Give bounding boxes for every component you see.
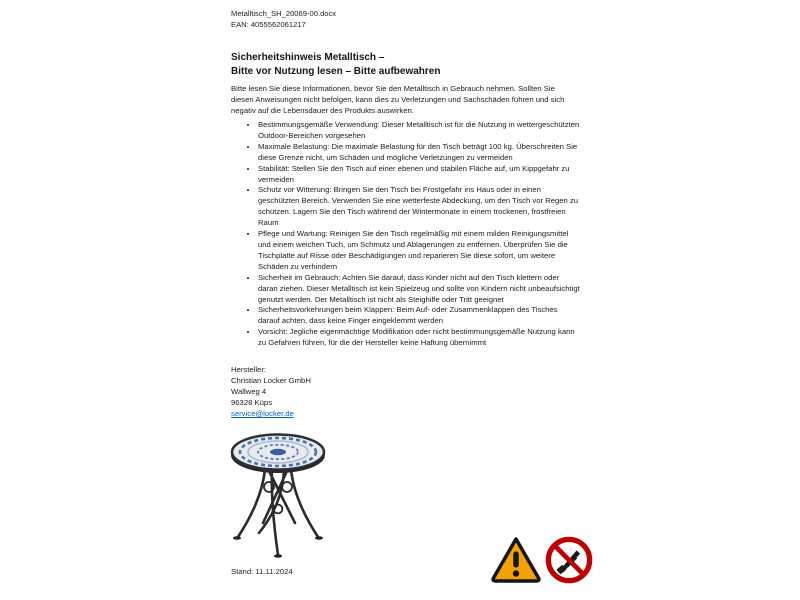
safety-bullet-list (244, 120, 580, 349)
mosaic-table-illustration (225, 427, 331, 567)
manufacturer-label: Hersteller: (231, 365, 267, 374)
prohibition-sign-icon (545, 536, 593, 584)
document-meta (231, 8, 336, 30)
exclamation-warning-icon (490, 535, 542, 585)
document-filename: Metalltisch_SH_20069-00.docx (231, 9, 337, 18)
revision-date: Stand: 11.11.2024 (231, 567, 293, 576)
list-item: • Vorsicht: Jegliche eigenmächtige Modifikation oder nicht bestimmungsgemäße Nutzung kann zu Gefahren führen, für die der Hersteller keine Haftung übernimmt (258, 327, 580, 349)
manufacturer-email-link[interactable]: service@locker.de (231, 409, 294, 418)
list-item: • Pflege und Wartung: Reinigen Sie den Tisch regelmäßig mit einem milden Reinigungsmittel und einem weichen Tuch, um Schmutz und Ablagerungen zu entfernen. Überprüfen Sie die Tischplatte auf Risse oder Beschädigungen und reparieren Sie diese sofort, um weitere Schäden zu verhindern (258, 229, 580, 273)
product-image-metal-table (225, 427, 331, 567)
no-sharp-objects-icon (545, 536, 593, 584)
warning-triangle-icon (490, 535, 542, 585)
manufacturer-city: 96328 Küps (231, 398, 273, 407)
list-item: • Schutz vor Witterung: Bringen Sie den Tisch bei Frostgefahr ins Haus oder in einen geschützten Bereich. Verwenden Sie eine wetterfeste Abdeckung, um den Tisch vor Regen zu schützen. Lagern Sie den Tisch während der Wintermonate in einem trockenen, frostfreien Raum (258, 185, 580, 229)
list-item: • Sicherheitsvorkehrungen beim Klappen: Beim Auf- oder Zusammenklappen des Tisches darauf achten, dass keine Finger eingeklemmt werden (258, 305, 580, 327)
list-item: • Stabilität: Stellen Sie den Tisch auf einer ebenen und stabilen Fläche auf, um Kippgefahr zu vermeiden (258, 164, 580, 186)
manufacturer-street: Wallweg 4 (231, 387, 267, 396)
list-item: • Maximale Belastung: Die maximale Belastung für den Tisch beträgt 100 kg. Überschreiten Sie diese Grenze nicht, um Schäden und mögliche Verletzungen zu vermeiden (258, 142, 580, 164)
document-ean: EAN: 4055562061217 (231, 20, 306, 29)
manufacturer-block (231, 364, 311, 419)
intro-paragraph: Bitte lesen Sie diese Informationen, bevor Sie den Metalltisch in Gebrauch nehmen. Sollten Sie diesen Anweisungen nicht befolgen, kann dies zu Verletzungen und Sachschäden führen und sich negativ auf die Lebensdauer des Produkts auswirken. (231, 84, 565, 115)
page-title (231, 51, 440, 79)
list-item: • Bestimmungsgemäße Verwendung: Dieser Metalltisch ist für die Nutzung in wettergeschützten Outdoor-Bereichen vorgesehen (258, 120, 580, 142)
page-title-line1: Sicherheitshinweis Metalltisch – (231, 52, 385, 63)
list-item: • Sicherheit im Gebrauch: Achten Sie darauf, dass Kinder nicht auf den Tisch klettern oder daran ziehen. Dieser Metalltisch ist kein Spielzeug und sollte von Kindern nicht unbeaufsichtigt genutzt werden. Der Metalltisch ist nicht als Steighilfe oder Tritt geeignet (258, 273, 580, 306)
page-title-line2: Bitte vor Nutzung lesen – Bitte aufbewahren (231, 66, 441, 77)
manufacturer-name: Christian Locker GmbH (231, 376, 311, 385)
